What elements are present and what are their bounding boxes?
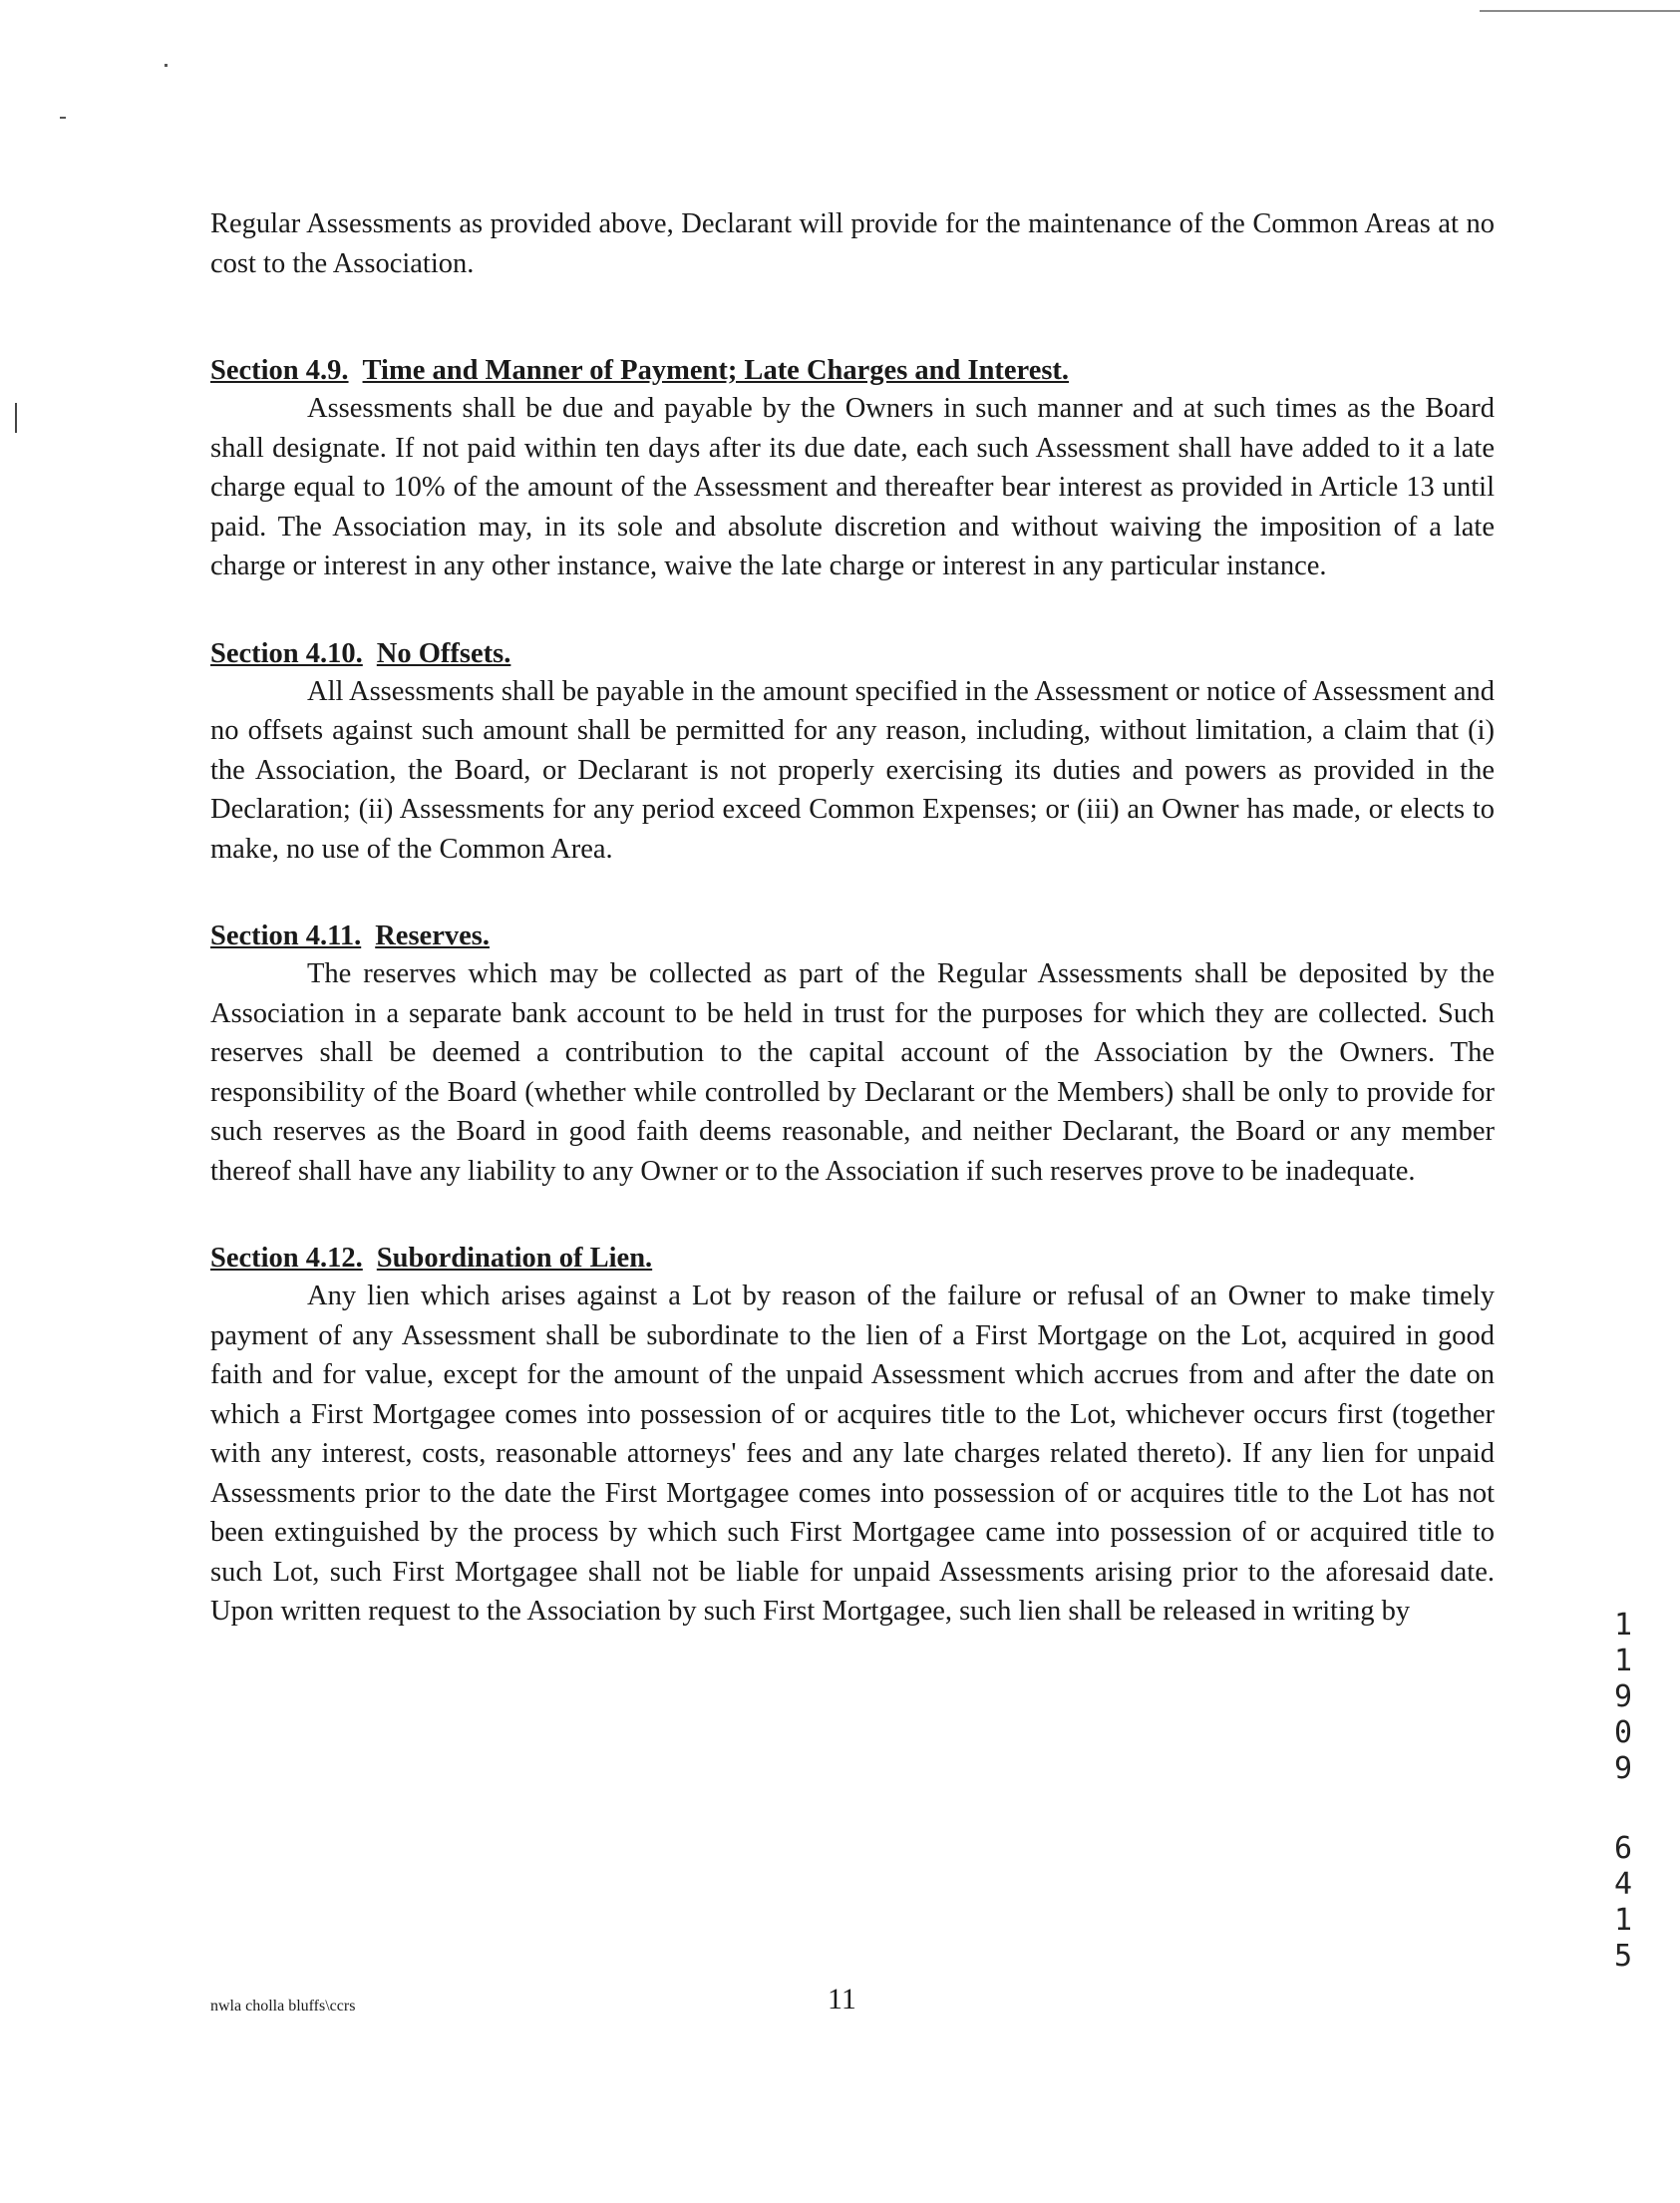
section-heading-4-10 xyxy=(210,636,1495,672)
section-number: Section 4.12. xyxy=(210,1243,363,1274)
page-edge-line xyxy=(1480,10,1680,12)
stamp-digit: 0 xyxy=(1613,1715,1633,1750)
section-heading-4-11 xyxy=(210,918,1495,954)
section-title: Subordination of Lien. xyxy=(376,1243,653,1274)
section-body-4-12: Any lien which arises against a Lot by reason of the failure or refusal of an Owner to make timely payment of any Assessment shall be subordinate to the lien of a First Mortgage on the Lot, acquired in good faith and for value, except for the amount of the unpaid Assessment which accrues from and after the date on which a First Mortgagee comes into possession of or acquires title to the Lot, whichever occurs first (together with any interest, costs, reasonable attorneys' fees and any late charges related thereto). If any lien for unpaid Assessments prior to the date the First Mortgagee comes into possession of or acquires title to the Lot has not been extinguished by the process by which such First Mortgagee came into possession of or acquired title to such Lot, such First Mortgagee shall not be liable for unpaid Assessments arising prior to the aforesaid date. Upon written request to the Association by such First Mortgagee, such lien shall be released in writing by xyxy=(210,1281,1495,1627)
stamp-digit: 1 xyxy=(1613,1644,1633,1678)
section-heading-4-12 xyxy=(210,1241,1495,1277)
stamp-digit: 4 xyxy=(1613,1867,1633,1902)
section-title: Reserves. xyxy=(375,920,490,951)
stamp-digit: 9 xyxy=(1613,1751,1633,1786)
scan-speck xyxy=(165,64,168,67)
recording-stamp xyxy=(1603,1608,1643,1975)
margin-mark xyxy=(15,403,17,433)
section-title: Time and Manner of Payment; Late Charges and Interest. xyxy=(362,355,1070,386)
stamp-digit: 5 xyxy=(1613,1939,1633,1974)
stamp-digit: 6 xyxy=(1613,1831,1633,1866)
section-body-4-11: The reserves which may be collected as part of the Regular Assessments shall be deposited by the Association in a separate bank account to be held in trust for the purposes for which they are collected. Such reserves shall be deemed a contribution to the capital account of the Association by the Owners. The responsibility of the Board (whether while controlled by Declarant or the Members) shall be only to provide for such reserves as the Board in good faith deems reasonable, and neither Declarant, the Board or any member thereof shall have any liability to any Owner or to the Association if such reserves prove to be inadequate. xyxy=(210,958,1495,1187)
section-body-4-9: Assessments shall be due and payable by the Owners in such manner and at such times as the Board shall designate. If not paid within ten days after its due date, each such Assessment shall have added to it a late charge equal to 10% of the amount of the Assessment and thereafter bear interest as provided in Article 13 until paid. The Association may, in its sole and absolute discretion and without waiving the imposition of a late charge or interest in any other instance, waive the late charge or interest in any particular instance. xyxy=(210,393,1495,581)
section-title: No Offsets. xyxy=(376,637,511,669)
page-number: 11 xyxy=(828,1983,856,2016)
section-body-4-10: All Assessments shall be payable in the amount specified in the Assessment or notice of Assessment and no offsets against such amount shall be permitted for any reason, including, without limitation, a claim that (i) the Association, the Board, or Declarant is not properly exercising its duties and powers as provided in the Declaration; (ii) Assessments for any period exceed Common Expenses; or (iii) an Owner has made, or elects to make, no use of the Common Area. xyxy=(210,675,1495,865)
section-heading-4-9 xyxy=(210,353,1495,389)
section-number: Section 4.10. xyxy=(210,637,363,669)
document-body xyxy=(210,204,1495,1632)
stamp-digit: 1 xyxy=(1613,1608,1633,1643)
stamp-digit: 9 xyxy=(1613,1679,1633,1714)
intro-paragraph: Regular Assessments as provided above, Declarant will provide for the maintenance of the Common Areas at no cost to the Association. xyxy=(210,208,1495,279)
footer-file-label: nwla cholla bluffs\ccrs xyxy=(210,1998,356,2015)
section-number: Section 4.11. xyxy=(210,920,362,951)
scan-speck xyxy=(60,117,66,119)
stamp-digit: 1 xyxy=(1613,1903,1633,1938)
section-number: Section 4.9. xyxy=(210,355,349,386)
